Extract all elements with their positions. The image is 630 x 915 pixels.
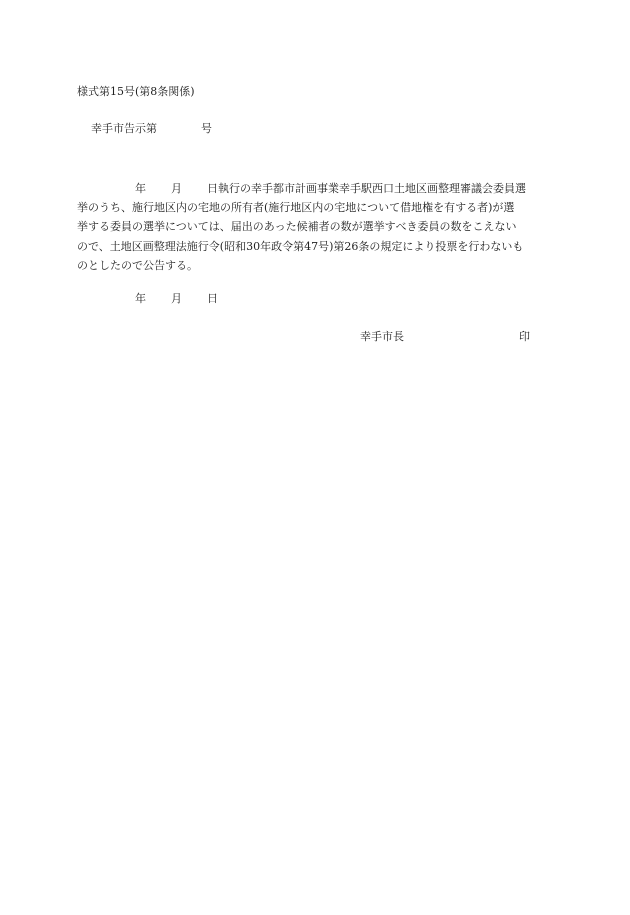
notice-prefix: 幸手市告示第 — [91, 122, 157, 135]
seal-mark: 印 — [519, 330, 530, 343]
body-line-3: 挙する委員の選挙については、届出のあった候補者の数が選挙すべき委員の数をこえない — [77, 220, 517, 234]
notice-number-line — [91, 122, 212, 136]
body-line-2: 挙のうち、施行地区内の宅地の所有者(施行地区内の宅地について借地権を有する者)が選 — [77, 201, 515, 215]
date-year-label: 年 — [135, 292, 146, 305]
body-line-5: のとしたので公告する。 — [77, 258, 198, 272]
notice-date-line — [135, 292, 218, 306]
date-day-label: 日 — [207, 292, 218, 305]
notice-suffix: 号 — [201, 122, 212, 135]
form-number-label: 様式第15号(第8条関係) — [77, 85, 195, 98]
body-line-4: ので、土地区画整理法施行令(昭和30年政令第47号)第26条の規定により投票を行わないも — [77, 239, 524, 253]
mayor-title: 幸手市長 — [360, 330, 404, 343]
body-line-1 — [77, 179, 551, 198]
signature-line — [360, 330, 530, 344]
notice-body — [77, 179, 551, 275]
date-month-label: 月 — [171, 292, 182, 305]
body-line-1-text: 日執行の幸手都市計画事業幸手駅西口土地区画整理審議会委員選 — [207, 182, 526, 195]
body-month-label: 月 — [171, 182, 182, 195]
body-year-label: 年 — [135, 182, 146, 195]
